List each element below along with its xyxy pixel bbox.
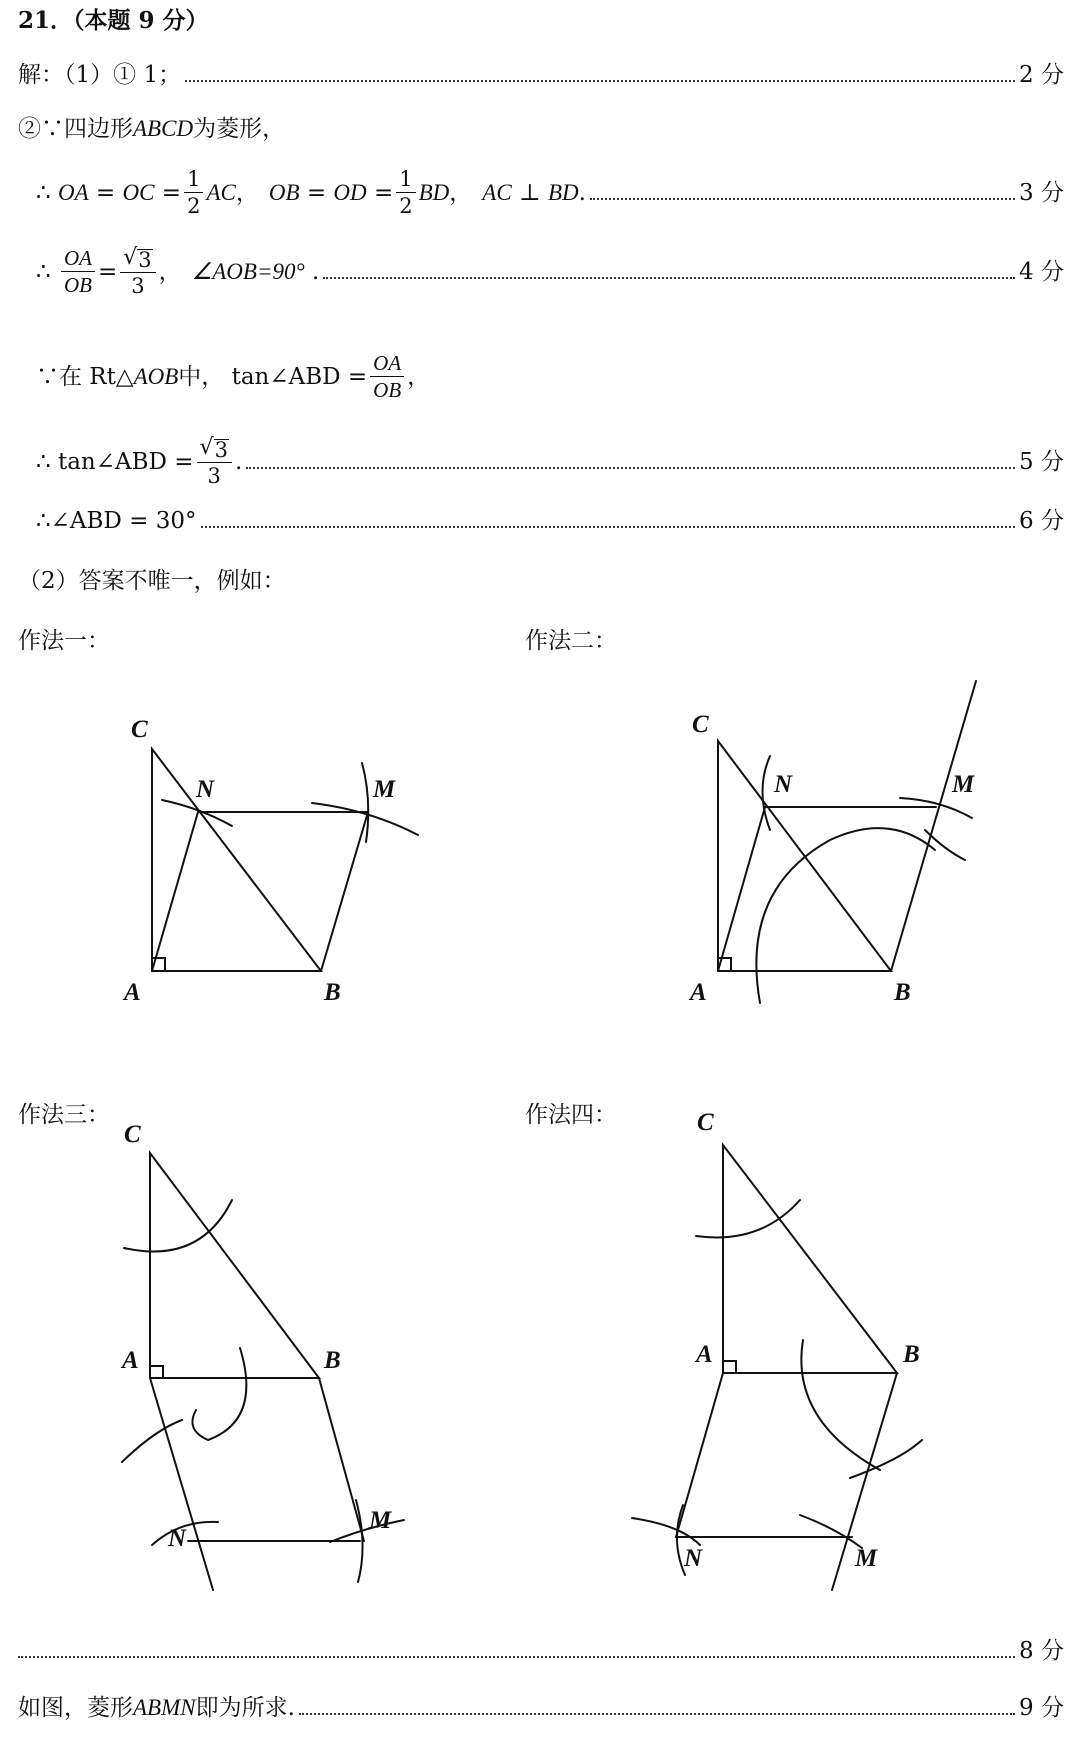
tan-definition: ∵在 Rt△ AOB 中， tan∠ABD = $\frac{OA}{OB}$ ， — [36, 351, 431, 402]
label-m: M — [369, 1507, 392, 1534]
therefore-symbol: ∴ — [36, 448, 51, 475]
score-9: 9 分 — [1019, 1695, 1064, 1721]
problem-title-text: 21．（本题 9 分） — [18, 7, 209, 34]
conclusion-text-b: 即为所求. — [195, 1695, 295, 1721]
arc — [801, 1340, 880, 1470]
rhombus-text-b: 为菱形， — [193, 116, 286, 142]
fraction-half: $\frac{1}{2}$ — [396, 168, 415, 217]
conclusion-text-a: 如图，菱形 — [18, 1695, 133, 1721]
ray-an — [150, 1378, 213, 1590]
method-1-label: 作法一： — [18, 628, 110, 654]
score-5: 5 分 — [1019, 448, 1064, 475]
figure-method-3 — [122, 1153, 404, 1590]
segment-an — [676, 1373, 723, 1537]
arc — [124, 1200, 232, 1252]
tan-abd: tan∠ABD = — [57, 448, 194, 475]
therefore-symbol: ∴ — [36, 258, 51, 285]
label-a: A — [124, 979, 141, 1006]
arc — [696, 1200, 800, 1238]
method-4-label: 作法四： — [525, 1102, 617, 1128]
score-2: 2 分 — [1019, 62, 1064, 88]
label-c: C — [697, 1109, 714, 1136]
diagonal-equations: ∴ OA = OC = $\frac{1}{2}$ AC ， OB = OD = $\frac{1}{2}$ BD ， AC ⊥ BD . — [36, 167, 586, 218]
fraction-oa-ob: $\frac{OA}{OB}$ — [61, 247, 95, 296]
label-a: A — [690, 979, 707, 1006]
therefore-symbol: ∴ — [36, 179, 51, 206]
label-b: B — [894, 979, 911, 1006]
triangle-abc — [152, 749, 321, 971]
triangle-aob: AOB — [133, 363, 179, 389]
segment-an — [152, 812, 198, 971]
tan-value: ∴ tan∠ABD = √ 3 3 . — [36, 435, 243, 488]
right-angle-mark — [150, 1366, 163, 1378]
arc — [330, 1520, 404, 1542]
rhombus-name: ABCD — [133, 116, 194, 141]
label-n: N — [684, 1545, 703, 1572]
triangle-abc — [723, 1145, 897, 1373]
score-3: 3 分 — [1019, 179, 1064, 206]
dot-leader — [18, 1656, 1015, 1658]
right-angle-mark — [723, 1361, 736, 1373]
ray-bm — [891, 681, 976, 971]
rhombus-text-a: ②∵四边形 — [18, 116, 133, 142]
segment-bm — [319, 1378, 364, 1541]
method-3-label: 作法三： — [18, 1102, 110, 1128]
label-m: M — [952, 771, 975, 798]
label-m: M — [855, 1545, 878, 1572]
angle-result: ∴∠ABD = 30° — [36, 508, 197, 534]
segment-mb — [321, 812, 368, 971]
rhombus-abmn: ABMN — [133, 1695, 196, 1720]
score-6: 6 分 — [1019, 508, 1064, 534]
arc — [763, 756, 771, 830]
answer-line-9 — [18, 1636, 1064, 1666]
figure-method-2 — [718, 681, 976, 1003]
label-b: B — [324, 1347, 341, 1374]
fraction-oa-ob: $\frac{OA}{OB}$ — [370, 352, 404, 401]
dot-leader — [299, 1713, 1015, 1715]
label-c: C — [692, 711, 709, 738]
label-b: B — [324, 979, 341, 1006]
arc — [632, 1518, 700, 1545]
score-4: 4 分 — [1019, 258, 1064, 285]
label-n: N — [774, 771, 793, 798]
part-2-text: （2）答案不唯一，例如： — [18, 568, 286, 594]
label-n: N — [196, 776, 215, 803]
figure-method-4 — [632, 1145, 922, 1590]
arc — [925, 830, 965, 860]
label-a: A — [122, 1347, 139, 1374]
tan-abd: tan∠ABD = — [231, 363, 368, 390]
arc — [192, 1348, 246, 1440]
score-8: 8 分 — [1019, 1638, 1064, 1664]
in-text: 中， — [178, 363, 225, 390]
fraction-sqrt3-3: √ 3 3 — [197, 436, 232, 487]
label-n: N — [168, 1525, 187, 1552]
ratio-equation: ∴ $\frac{OA}{OB}$ = √ 3 3 ， ∠AOB=90° . — [36, 245, 320, 298]
label-m: M — [373, 776, 396, 803]
label-c: C — [124, 1121, 141, 1148]
label-b: B — [903, 1341, 920, 1368]
fraction-sqrt3-3: √ 3 3 — [120, 246, 155, 297]
angle-aob: ∠AOB=90° — [191, 258, 305, 284]
triangle-abc — [150, 1153, 319, 1378]
fraction-half: $\frac{1}{2}$ — [184, 168, 203, 217]
method-2-label: 作法二： — [525, 628, 617, 654]
because-text: ∵在 Rt△ — [36, 363, 134, 390]
answer-line-10 — [18, 1693, 1064, 1723]
label-c: C — [131, 716, 148, 743]
label-a: A — [696, 1341, 713, 1368]
conclusion — [18, 1693, 295, 1723]
answer-1-text: 解：（1）① 1； — [18, 62, 182, 88]
